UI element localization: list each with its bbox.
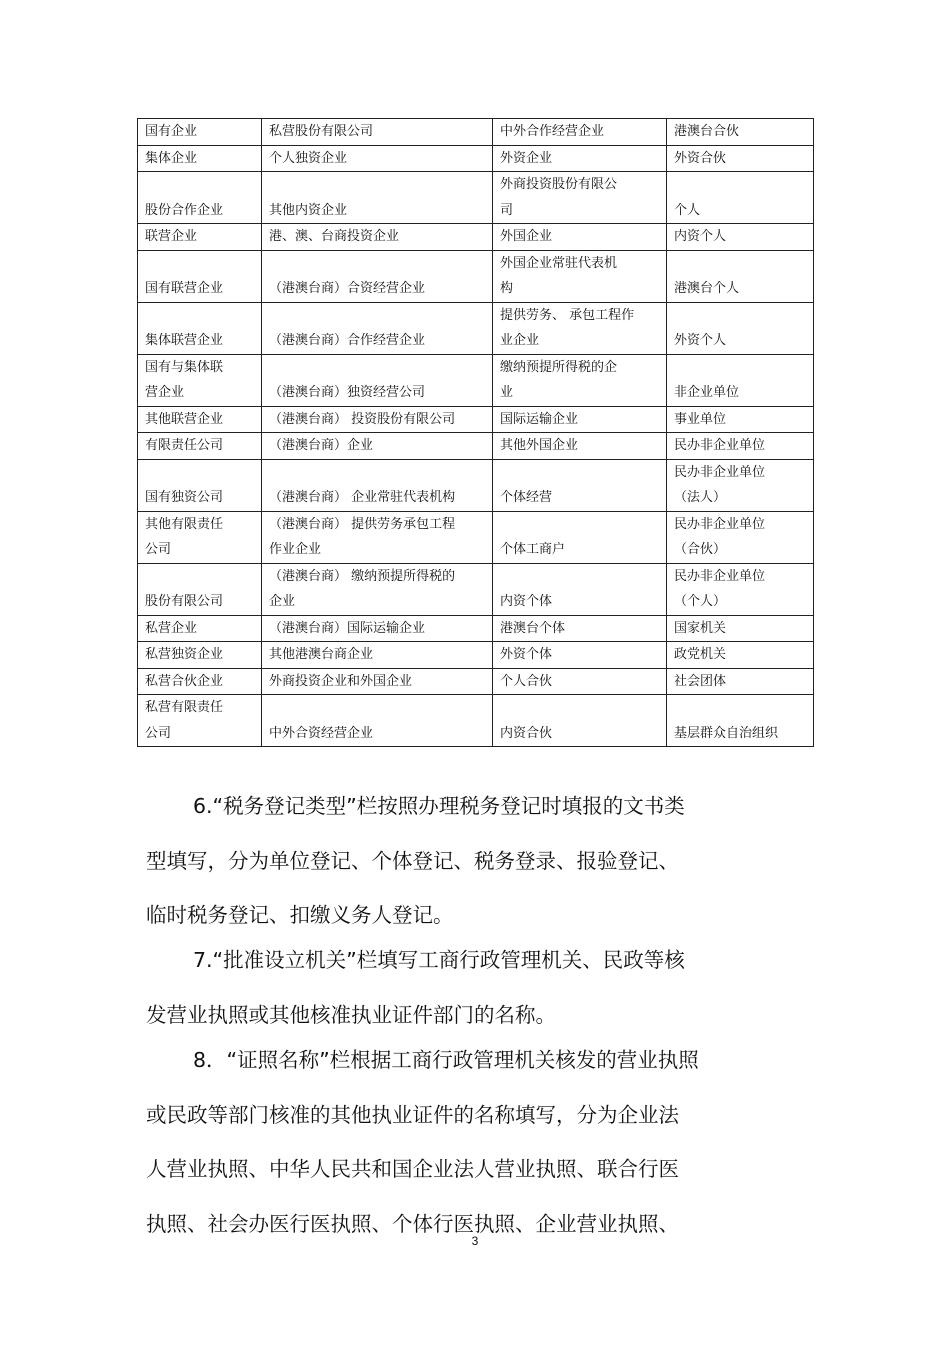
cell-text: 港澳台合伙 — [674, 124, 740, 139]
cell-text: 股份有限公司 — [145, 594, 224, 609]
table-row — [138, 433, 814, 460]
cell-text — [145, 564, 261, 590]
table-cell — [667, 615, 814, 642]
cell-text: 外资企业 — [500, 150, 553, 166]
table-row — [138, 642, 814, 669]
cell-text: 事业单位 — [674, 411, 727, 427]
cell-text: 外资个人 — [674, 333, 727, 348]
table-cell — [138, 250, 262, 302]
table-cell — [493, 250, 667, 302]
cell-text: 业 — [500, 385, 514, 400]
cell-text: 私营有限责任 — [145, 700, 224, 715]
cell-text: （港澳台商） 提供劳务承包工程 — [269, 516, 456, 532]
table-cell — [667, 145, 814, 172]
table-cell — [138, 668, 262, 695]
table-cell — [138, 302, 262, 354]
cell-text: 营企业 — [145, 385, 185, 400]
table-cell — [667, 668, 814, 695]
table-cell — [138, 354, 262, 406]
cell-text: 其他外国企业 — [500, 438, 579, 453]
cell-text: 私营股份有限公司 — [269, 124, 374, 139]
cell-text: 国有企业 — [145, 124, 198, 139]
cell-text: 个体经营 — [500, 490, 553, 505]
cell-text: 集体企业 — [145, 150, 198, 166]
cell-text — [269, 355, 492, 381]
table-cell — [262, 119, 493, 146]
table-cell — [667, 119, 814, 146]
cell-text — [674, 251, 813, 277]
cell-text: 业企业 — [500, 333, 540, 348]
paragraph-8 — [146, 1033, 806, 1251]
table-cell — [667, 302, 814, 354]
cell-text: 私营独资企业 — [145, 647, 224, 662]
table-cell — [493, 642, 667, 669]
cell-text: 公司 — [145, 725, 172, 741]
cell-text: （港澳台商） 投资股份有限公司 — [269, 411, 456, 427]
table-cell — [262, 406, 493, 433]
cell-text — [500, 564, 666, 590]
cell-text: 企业 — [269, 594, 296, 609]
cell-text — [145, 303, 261, 329]
table-cell — [262, 145, 493, 172]
table-cell — [262, 302, 493, 354]
cell-text: （港澳台商） 缴纳预提所得税的 — [269, 568, 456, 584]
page-number: 3 — [471, 1234, 479, 1248]
table-cell — [667, 511, 814, 563]
table-cell — [493, 224, 667, 251]
paragraph-line: 人营业执照、中华人民共和国企业法人营业执照、联合行医 — [146, 1157, 679, 1181]
table-row — [138, 145, 814, 172]
table-cell — [138, 433, 262, 460]
cell-text: 个体工商户 — [500, 542, 566, 557]
cell-text: （港澳台商）合资经营企业 — [269, 281, 426, 296]
cell-text: 基层群众自治组织 — [674, 725, 779, 741]
cell-text: 内资合伙 — [500, 725, 553, 741]
table-cell — [493, 668, 667, 695]
table-row — [138, 511, 814, 563]
table-cell — [493, 433, 667, 460]
table-cell — [262, 695, 493, 747]
cell-text: 其他港澳台商企业 — [269, 647, 374, 662]
table-row — [138, 119, 814, 146]
cell-text: 外资个体 — [500, 647, 553, 662]
cell-text — [269, 460, 492, 486]
table-cell — [667, 642, 814, 669]
table-cell — [138, 615, 262, 642]
cell-text: 股份合作企业 — [145, 202, 224, 218]
paragraph-line: 6.“税务登记类型”栏按照办理税务登记时填报的文书类 — [193, 794, 685, 818]
table-cell — [262, 511, 493, 563]
cell-text — [674, 172, 813, 198]
table-row — [138, 459, 814, 511]
cell-text: 构 — [500, 281, 514, 296]
cell-text: 外国企业 — [500, 229, 553, 244]
cell-text: 民办非企业单位 — [674, 516, 766, 532]
paragraph-line: 临时税务登记、扣缴义务人登记。 — [146, 903, 454, 927]
cell-text — [269, 251, 492, 277]
cell-text: （合伙） — [674, 542, 727, 557]
paragraph-line: 执照、社会办医行医执照、个体行医执照、企业营业执照、 — [146, 1211, 679, 1236]
table-cell — [138, 642, 262, 669]
cell-text: 私营合伙企业 — [145, 673, 224, 689]
cell-text: 港澳台个体 — [500, 620, 566, 636]
cell-text: 民办非企业单位 — [674, 568, 766, 584]
table-cell — [493, 563, 667, 615]
table-cell — [138, 119, 262, 146]
table-cell — [493, 459, 667, 511]
table-row — [138, 302, 814, 354]
cell-text: （港澳台商）企业 — [269, 438, 374, 453]
table-cell — [493, 406, 667, 433]
paragraph-line: 8．“证照名称”栏根据工商行政管理机关核发的营业执照 — [193, 1048, 699, 1072]
table-row — [138, 172, 814, 224]
table-row — [138, 615, 814, 642]
table-cell — [667, 224, 814, 251]
cell-text: 缴纳预提所得税的企 — [500, 359, 618, 375]
table-cell — [667, 563, 814, 615]
cell-text: 公司 — [145, 542, 172, 557]
table-cell — [138, 695, 262, 747]
cell-text: （港澳台商）合作经营企业 — [269, 333, 426, 348]
cell-text — [674, 695, 813, 721]
table-cell — [262, 668, 493, 695]
table-cell — [138, 172, 262, 224]
table-cell — [262, 172, 493, 224]
table-cell — [493, 172, 667, 224]
table-row — [138, 224, 814, 251]
cell-text: 中外合资经营企业 — [269, 725, 374, 741]
table-row — [138, 695, 814, 747]
cell-text: （港澳台商）国际运输企业 — [269, 620, 426, 636]
cell-text: 私营企业 — [145, 620, 198, 636]
cell-text — [500, 512, 666, 538]
table-cell — [262, 433, 493, 460]
cell-text: 外商投资股份有限公 — [500, 177, 618, 192]
cell-text: 国有联营企业 — [145, 281, 224, 296]
cell-text: 民办非企业单位 — [674, 438, 766, 453]
table-row — [138, 250, 814, 302]
table-cell — [138, 459, 262, 511]
cell-text — [145, 460, 261, 486]
table-cell — [667, 433, 814, 460]
cell-text: （法人） — [674, 490, 727, 505]
table-body — [138, 119, 814, 747]
cell-text: 非企业单位 — [674, 385, 740, 400]
table-cell — [262, 563, 493, 615]
cell-text: 国有与集体联 — [145, 359, 224, 375]
table-cell — [262, 224, 493, 251]
cell-text: 政党机关 — [674, 647, 727, 662]
cell-text: 司 — [500, 202, 514, 218]
cell-text: 内资个人 — [674, 229, 727, 244]
cell-text: （个人） — [674, 594, 727, 609]
registration-type-table — [137, 118, 814, 747]
paragraph-line: 7.“批准设立机关”栏填写工商行政管理机关、民政等核 — [193, 948, 685, 972]
table-cell — [262, 642, 493, 669]
cell-text — [269, 303, 492, 329]
table-cell — [667, 406, 814, 433]
cell-text: 个人合伙 — [500, 673, 553, 689]
cell-text: 其他联营企业 — [145, 411, 224, 427]
table-cell — [667, 354, 814, 406]
table-cell — [138, 511, 262, 563]
table-row — [138, 563, 814, 615]
cell-text: 中外合作经营企业 — [500, 124, 605, 139]
cell-text: 内资个体 — [500, 594, 553, 609]
cell-text: 民办非企业单位 — [674, 464, 766, 480]
cell-text: 作业企业 — [269, 542, 322, 557]
table-row — [138, 354, 814, 406]
table-cell — [138, 563, 262, 615]
table-cell — [138, 145, 262, 172]
table-cell — [667, 695, 814, 747]
cell-text: （港澳台商）独资经营公司 — [269, 385, 426, 400]
cell-text — [269, 695, 492, 721]
table-cell — [262, 250, 493, 302]
cell-text — [269, 172, 492, 198]
cell-text: 国家机关 — [674, 620, 727, 636]
table-cell — [493, 354, 667, 406]
cell-text — [145, 251, 261, 277]
table-cell — [667, 459, 814, 511]
table-cell — [262, 354, 493, 406]
cell-text: 社会团体 — [674, 673, 727, 689]
table-cell — [493, 615, 667, 642]
paragraph-line: 或民政等部门核准的其他执业证件的名称填写，分为企业法 — [146, 1102, 679, 1127]
table-cell — [138, 406, 262, 433]
table-row — [138, 668, 814, 695]
table-cell — [262, 615, 493, 642]
table-row — [138, 406, 814, 433]
cell-text: 外资合伙 — [674, 150, 727, 166]
cell-text: 个人独资企业 — [269, 150, 348, 166]
cell-text: 国有独资公司 — [145, 490, 224, 505]
table-cell — [493, 511, 667, 563]
cell-text: 港澳台个人 — [674, 281, 740, 296]
cell-text: 集体联营企业 — [145, 333, 224, 348]
cell-text: 外国企业常驻代表机 — [500, 255, 618, 271]
cell-text: 外商投资企业和外国企业 — [269, 673, 413, 689]
cell-text: 提供劳务、 承包工程作 — [500, 307, 635, 323]
cell-text: 有限责任公司 — [145, 438, 224, 453]
table-cell — [493, 302, 667, 354]
table-cell — [138, 224, 262, 251]
cell-text — [145, 172, 261, 198]
cell-text: 联营企业 — [145, 229, 198, 244]
paragraph-7 — [146, 933, 806, 1042]
cell-text — [674, 303, 813, 329]
table-cell — [493, 119, 667, 146]
table-cell — [667, 250, 814, 302]
table-cell — [667, 172, 814, 224]
table-cell — [262, 459, 493, 511]
paragraph-line: 型填写，分为单位登记、个体登记、税务登录、报验登记、 — [146, 848, 679, 873]
cell-text: 港、澳、台商投资企业 — [269, 229, 400, 244]
cell-text: 国际运输企业 — [500, 411, 579, 427]
cell-text — [500, 695, 666, 721]
paragraph-6 — [146, 779, 806, 943]
table-cell — [493, 145, 667, 172]
cell-text — [674, 355, 813, 381]
cell-text: （港澳台商） 企业常驻代表机构 — [269, 490, 456, 505]
paragraph-line: 发营业执照或其他核准执业证件部门的名称。 — [146, 1002, 556, 1027]
cell-text: 其他内资企业 — [269, 202, 348, 218]
cell-text: 个人 — [674, 202, 701, 218]
cell-text — [500, 460, 666, 486]
cell-text: 其他有限责任 — [145, 516, 224, 532]
table-cell — [493, 695, 667, 747]
